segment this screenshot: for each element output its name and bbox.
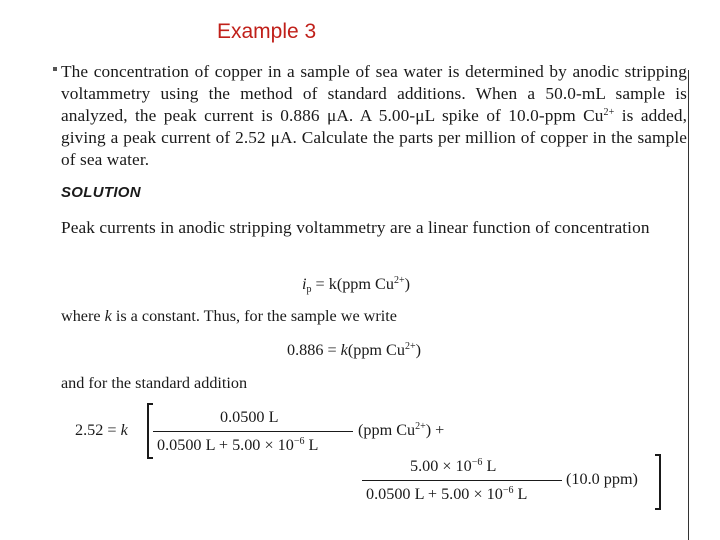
eq3-frac2-denominator	[366, 485, 527, 504]
eq2-k: k	[340, 341, 348, 359]
eq3-k: k	[120, 421, 128, 439]
problem-text-b: is added, giving a peak current of 2.52 μA. Calculate the parts per million of copper in the sample of sea water.	[61, 106, 688, 169]
eq1-rhs: = k(ppm Cu	[311, 275, 394, 293]
where-pre: where	[61, 307, 105, 325]
eq3-term1	[358, 421, 444, 440]
eq3-term2: (10.0 ppm)	[566, 470, 638, 488]
and-for-line: and for the standard addition	[61, 374, 248, 392]
eq3-f2n-exp: −6	[471, 457, 483, 468]
eq3-lhs-text: 2.52 =	[75, 421, 121, 439]
eq1-sub: p	[306, 284, 312, 295]
eq3-close-bracket	[655, 454, 661, 510]
eq3-f2n-b: L	[482, 457, 497, 475]
eq3-frac1-bar	[153, 431, 353, 432]
eq3-t1-charge: 2+	[415, 421, 426, 432]
where-k: k	[104, 307, 112, 325]
eq3-f1d-b: L	[304, 436, 319, 454]
problem-text-a: The concentration of copper in a sample of sea water is determined by anodic stripping voltammetry using the method of standard additions. When a 50.0-mL sample is analyzed, the peak current is 0.886 μA. A 5.00-μL spike of 10.0-ppm Cu	[61, 62, 687, 125]
slide-title: Example 3	[217, 20, 317, 43]
problem-statement	[61, 61, 687, 171]
eq3-f1d-a: 0.0500 L + 5.00 × 10	[157, 436, 294, 454]
eq3-frac1-numerator: 0.0500 L	[220, 408, 279, 426]
eq3-f2n-a: 5.00 × 10	[410, 457, 472, 475]
eq3-frac2-bar	[362, 480, 562, 481]
solution-intro: Peak currents in anodic stripping voltammetry are a linear function of concentration	[61, 218, 650, 237]
eq3-t1-a: (ppm Cu	[358, 421, 416, 439]
eq3-frac2-numerator	[410, 457, 496, 476]
eq3-f2d-exp: −6	[502, 485, 514, 496]
page-edge-rule	[688, 70, 689, 540]
eq3-lhs	[75, 421, 128, 440]
eq2-lhs: 0.886 =	[287, 341, 341, 359]
eq1-close: )	[404, 275, 410, 293]
bullet-marker	[53, 67, 57, 71]
eq3-f2d-a: 0.0500 L + 5.00 × 10	[366, 485, 503, 503]
eq2-charge: 2+	[404, 341, 416, 352]
eq3-f2d-b: L	[513, 485, 528, 503]
where-line	[61, 307, 397, 326]
eq1-charge: 2+	[393, 275, 405, 286]
equation-1	[302, 275, 410, 294]
solution-heading: SOLUTION	[61, 184, 141, 201]
where-post: is a constant. Thus, for the sample we write	[111, 307, 397, 325]
eq3-f1d-exp: −6	[293, 436, 305, 447]
equation-2	[287, 341, 421, 360]
eq2-rhs: (ppm Cu	[347, 341, 405, 359]
eq3-frac1-denominator	[157, 436, 318, 455]
eq3-t1-b: ) +	[425, 421, 445, 439]
cu-charge: 2+	[603, 107, 615, 118]
eq2-close: )	[415, 341, 421, 359]
eq1-current: i	[302, 275, 307, 293]
